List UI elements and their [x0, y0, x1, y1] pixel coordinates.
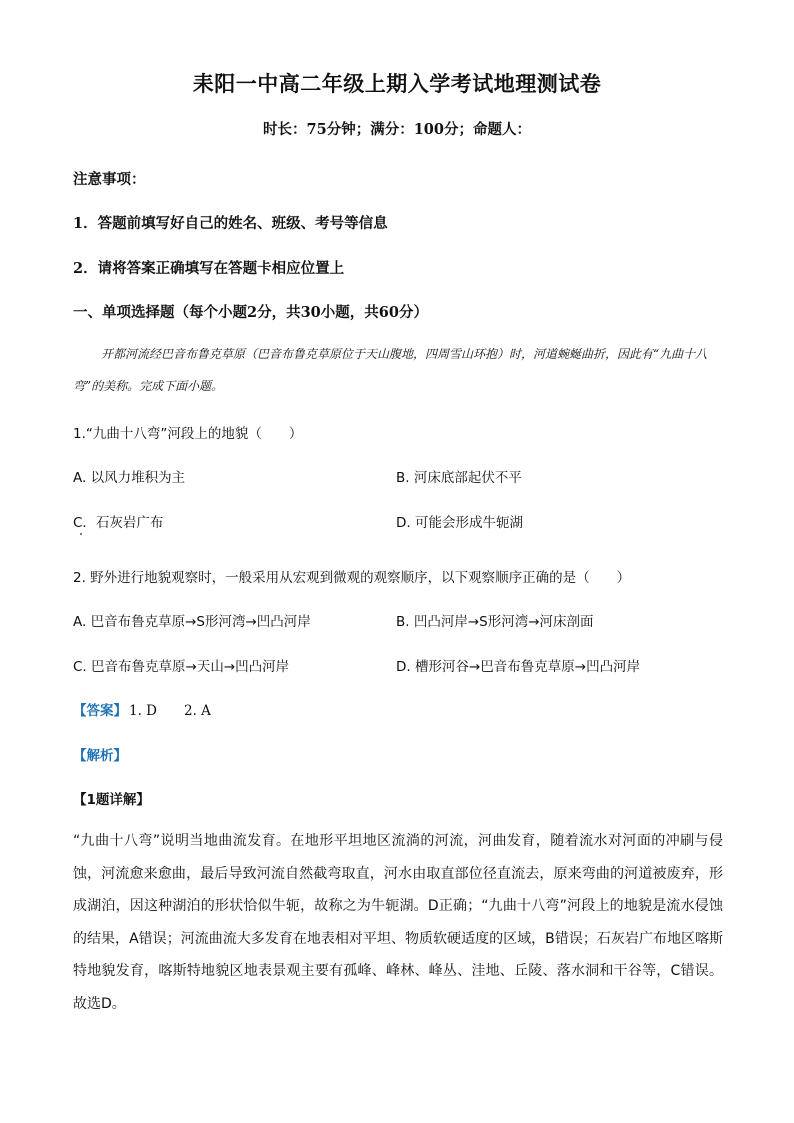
question-2-option-b: B. 凹凸河岸→S形河湾→河床剖面	[396, 614, 594, 630]
answer-tag: 【答案】	[73, 703, 127, 719]
detail-explanation: “九曲十八弯”说明当地曲流发育。在地形平坦地区流淌的河流，河曲发育，随着流水对河面的冲刷与侵蚀，河流愈来愈曲，最后导致河流自然截弯取直，河水由取直部位径直流去，原来弯曲的河道被废弃，形成湖泊，因这种湖泊的形状恰似牛轭，故称之为牛轭湖。D正确；“九曲十八弯”河段上的地貌是流水侵蚀的结果，A错误；河流曲流大多发育在地表相对平坦、物质软硬适度的区域，B错误；石灰岩广布地区喀斯特地貌发育，喀斯特地貌区地表景观主要有孤峰、峰林、峰丛、洼地、丘陵、落水洞和干谷等，C错误。故选D。	[73, 833, 723, 1012]
answer-line	[73, 699, 211, 719]
question-1-option-a: A. 以风力堆积为主	[73, 470, 186, 486]
question-1-option-c: C．石灰岩广布	[73, 515, 164, 531]
question-2-option-a: A. 巴音布鲁克草原→S形河湾→凹凸河岸	[73, 614, 311, 630]
question-2-option-d: D. 槽形河谷→巴音布鲁克草原→凹凸河岸	[396, 659, 641, 675]
question-1-option-d: D. 可能会形成牛轭湖	[396, 515, 523, 531]
question-2-option-c: C. 巴音布鲁克草原→天山→凹凸河岸	[73, 659, 290, 675]
exam-title: 耒阳一中高二年级上期入学考试地理测试卷	[192, 71, 602, 96]
question-2-stem: 2. 野外进行地貌观察时，一般采用从宏观到微观的观察顺序，以下观察顺序正确的是（ ）	[73, 570, 631, 586]
question-1-stem: 1.“九曲十八弯”河段上的地貌（ ）	[73, 426, 303, 442]
notice-item-1: 1．答题前填写好自己的姓名、班级、考号等信息	[73, 215, 388, 232]
answer-values: 1. D 2. A	[129, 703, 211, 719]
reading-passage: 开都河流经巴音布鲁克草原（巴音布鲁克草原位于天山腹地，四周雪山环抱）时，河道蜿蜒曲折，因此有“九曲十八弯”的美称。完成下面小题。	[73, 347, 708, 393]
detail-heading: 【1题详解】	[73, 792, 150, 808]
stray-dot-mark	[80, 533, 82, 535]
notice-heading: 注意事项：	[73, 171, 146, 188]
section-heading: 一、单项选择题（每个小题2分，共30小题，共60分）	[73, 304, 428, 321]
notice-item-2: 2．请将答案正确填写在答题卡相应位置上	[73, 260, 345, 277]
exam-subtitle: 时长：75分钟；满分：100分；命题人：	[263, 121, 531, 138]
question-1-option-b: B. 河床底部起伏不平	[396, 470, 522, 486]
analysis-tag: 【解析】	[73, 748, 127, 764]
